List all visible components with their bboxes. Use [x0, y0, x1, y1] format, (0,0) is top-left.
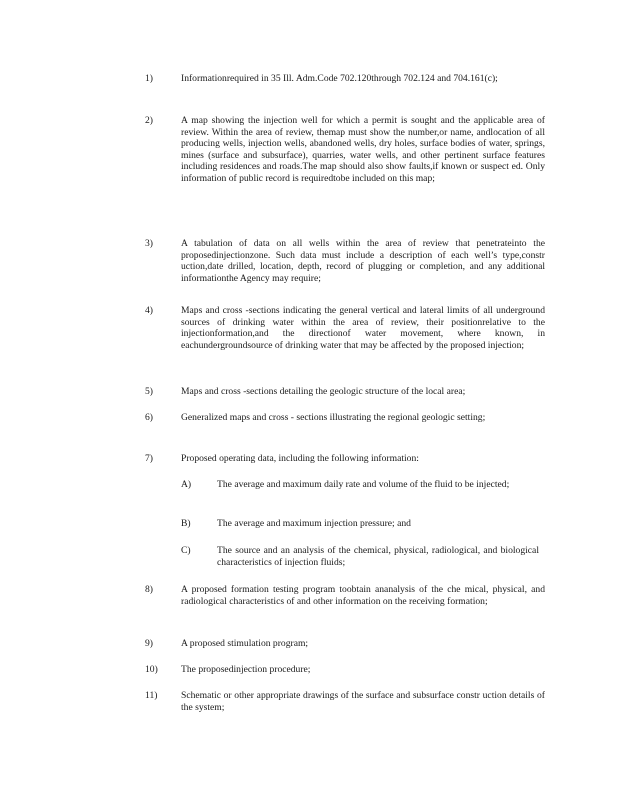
item-text: A proposed stimulation program; — [181, 638, 309, 649]
item-number: 3) — [145, 238, 153, 249]
subitem-text: The source and an analysis of the chemical, physical, radiological, and biological characteristics of injection fluids; — [217, 545, 539, 568]
item-number: 9) — [145, 638, 153, 649]
item-number: 2) — [145, 115, 153, 126]
item-number: 1) — [145, 73, 153, 84]
item-number: 4) — [145, 305, 153, 316]
item-text: Proposed operating data, including the following information: — [181, 453, 419, 464]
subitem-text: The average and maximum injection pressure; and — [217, 518, 411, 529]
item-number: 6) — [145, 412, 153, 423]
subitem-number: C) — [181, 545, 191, 556]
item-number: 5) — [145, 386, 153, 397]
item-number: 10) — [145, 664, 158, 675]
item-text: Schematic or other appropriate drawings of the surface and subsurface constr uction details of the system; — [181, 690, 545, 713]
item-number: 11) — [145, 690, 158, 701]
subitem-number: A) — [181, 479, 192, 490]
subitem-text: The average and maximum daily rate and volume of the fluid to be injected; — [217, 479, 510, 490]
item-text: A tabulation of data on all wells within the area of review that penetrateinto the proposedinjectionzone. Such data must include a description of each well’s type,constr uction,date drilled, location, depth, record of plugging or completion, and any additional informationthe Agency may require; — [181, 238, 545, 284]
item-text: Maps and cross -sections indicating the general vertical and lateral limits of all underground sources of drinking water within the area of review, their positionrelative to the injectionformation,and the directionof water movement, where known, in eachundergroundsource of drinking water that may be affected by the proposed injection; — [181, 305, 545, 351]
subitem-number: B) — [181, 518, 191, 529]
item-number: 7) — [145, 453, 153, 464]
item-text: Generalized maps and cross - sections illustrating the regional geologic setting; — [181, 412, 486, 423]
item-number: 8) — [145, 584, 153, 595]
item-text: A map showing the injection well for which a permit is sought and the applicable area of review. Within the area of review, themap must show the number,or name, andlocation of all producing wells, injection wells, abandoned wells, dry holes, surface bodies of water, springs, mines (surface and subsurface), quarries, water wells, and other pertinent surface features including residences and roads.The map should also show faults,if known or suspect ed. Only information of public record is requiredtobe included on this map; — [181, 115, 545, 184]
item-text: Maps and cross -sections detailing the geologic structure of the local area; — [181, 386, 466, 397]
item-text: A proposed formation testing program toobtain ananalysis of the che mical, physical, and radiological characteristics of and other information on the receiving formation; — [181, 584, 545, 607]
item-text: The proposedinjection procedure; — [181, 664, 311, 675]
item-text: Informationrequired in 35 Ill. Adm.Code 702.120through 702.124 and 704.161(c); — [181, 73, 498, 84]
